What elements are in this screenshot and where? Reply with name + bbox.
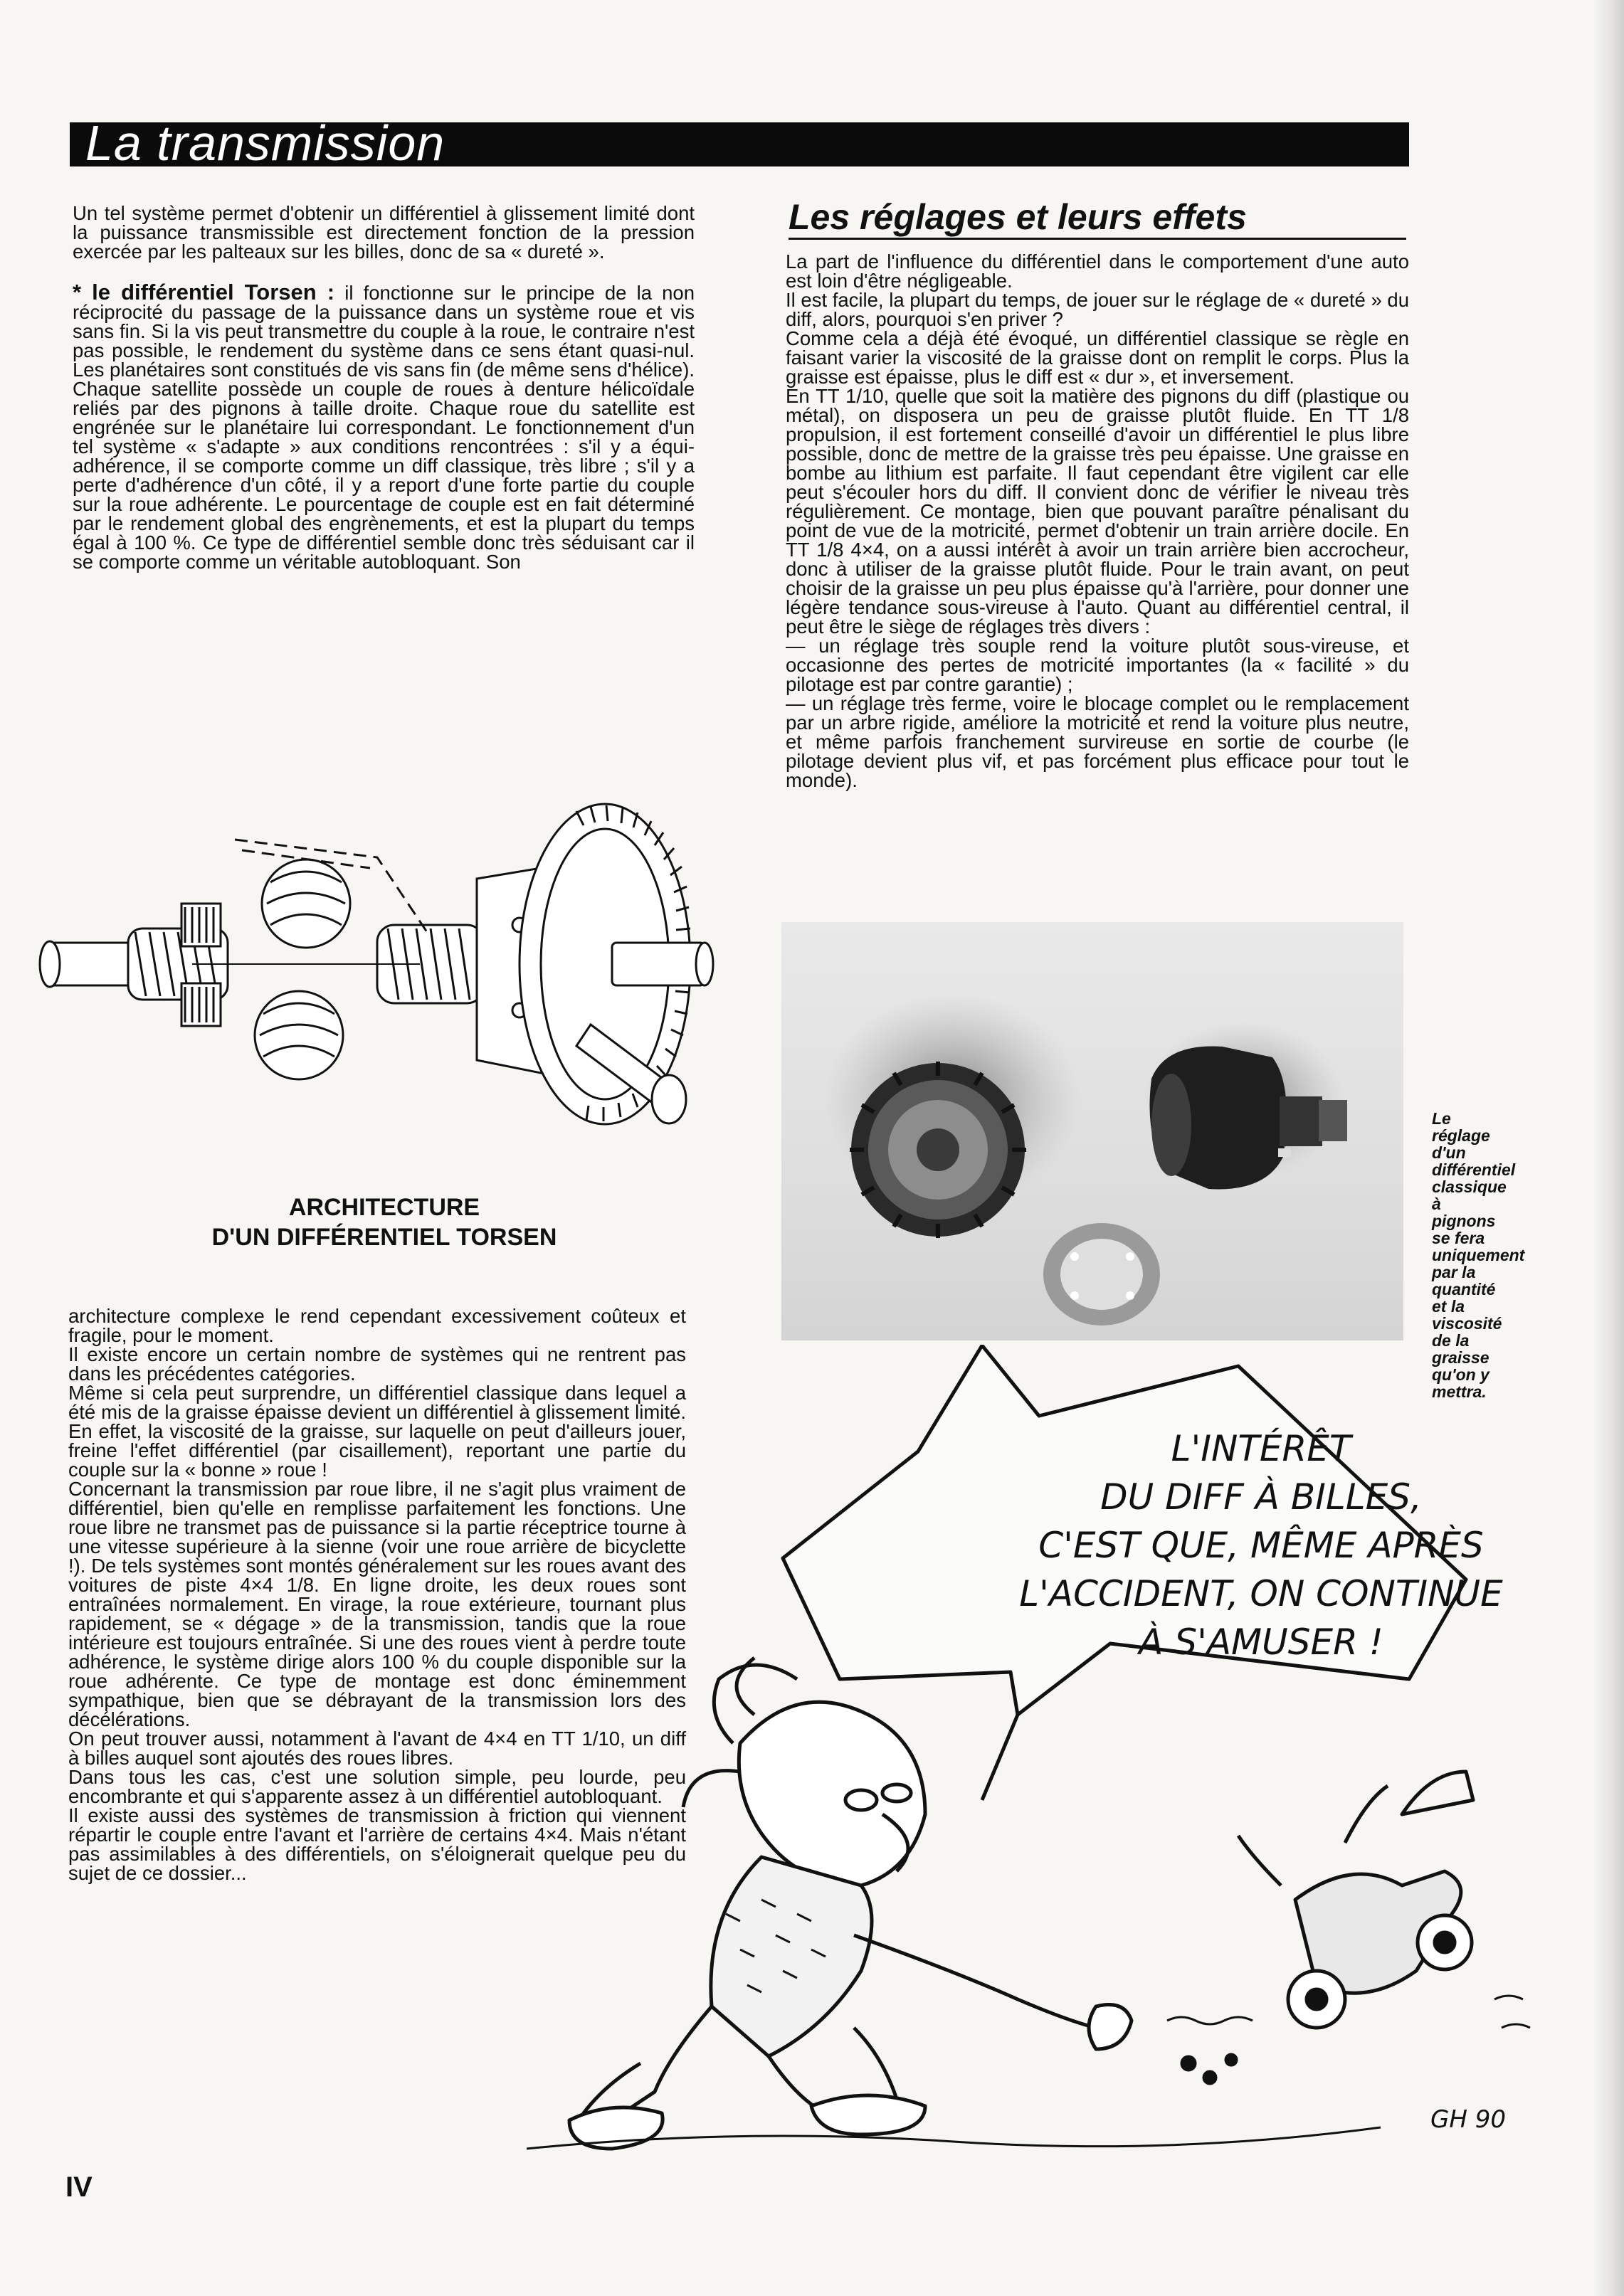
body-paragraph: La part de l'influence du différentiel dans le comportement d'une auto est loin d'être négligeable. [786,250,1409,292]
balloon-line: L'ACCIDENT, ON CONTINUE [1019,1573,1503,1614]
caption-line: réglage [1432,1126,1490,1145]
balloon-line: DU DIFF À BILLES, [1100,1476,1422,1518]
balloon-line: L'INTÉRÊT [1171,1428,1351,1469]
diagram-caption-line2: D'UN DIFFÉRENTIEL TORSEN [211,1224,557,1251]
caption-line: qu'on y [1432,1365,1489,1384]
differential-photo [781,922,1403,1340]
header-banner [70,115,1409,171]
cartoon-signature: GH 90 [1430,2105,1506,2134]
body-paragraph: architecture complexe le rend cependant excessivement coûteux et fragile, pour le moment. [68,1305,686,1346]
left-column-top [73,203,695,571]
caption-line: uniquement [1432,1246,1525,1264]
caption-line: de la [1432,1331,1470,1350]
torsen-paragraph [73,282,695,571]
caption-line: se fera [1432,1229,1485,1247]
torsen-lead: * le différentiel Torsen : [73,280,335,305]
body-paragraph: Dans tous les cas, c'est une solution simple, peu lourde, peu encombrante et qui s'apparente assez à un différentiel autobloquant. [68,1766,686,1807]
balloon-line: C'EST QUE, MÊME APRÈS [1038,1525,1484,1566]
caption-line: graisse [1432,1348,1489,1367]
torsen-text: il fonctionne sur le principe de la non réciprocité du passage de la puissance dans un système roue et vis sans fin. Si la vis peut transmettre du couple à la roue, le contraire n'est pas possible, le rendement du système dans ce sens étant quasi-nul. Les planétaires sont constitués de vis sans fin (de même sens d'hélice). Chaque satellite possède un couple de roues à denture hélicoïdale reliés par des pignons à taille droite. Chaque roue du satellite est engrénée sur le planétaire lui correspondant. Le fonctionnement d'un tel système « s'adapte » aux conditions rencontrées : s'il y a équi-adhérence, il se comporte comme un diff classique, très libre ; s'il y a perte d'adhérence d'un côté, il y a report d'une forte partie du couple sur la roue adhérente. Le pourcentage de couple est en fait déterminé par le rendement global des engrènements, et est la plupart du temps égal à 100 %. Ce type de différentiel semble donc très séduisant car il se comporte comme un véritable autobloquant. Son [73,282,695,573]
caption-line: mettra. [1432,1382,1487,1401]
body-paragraph: On peut trouver aussi, notamment à l'avant de 4×4 en TT 1/10, un diff à billes auquel sont ajoutés des roues libres. [68,1728,686,1769]
speech-balloon-text [1019,1424,1503,1666]
caption-line: viscosité [1432,1314,1502,1333]
caption-line: d'un [1432,1143,1466,1162]
body-paragraph: — un réglage très ferme, voire le blocage complet ou le remplacement par un arbre rigide, améliore la motricité et rend la voiture plus neutre, et même parfois franchement survireuse en sortie de courbe (le pilotage devient plus vif, et pas forcément plus efficace pour tout le monde). [786,692,1409,791]
page-title: La transmission [85,115,445,171]
differential-parts-image [781,922,1403,1340]
caption-line: à [1432,1195,1441,1213]
caption-line: pignons [1432,1212,1496,1230]
caption-line: et la [1432,1297,1465,1316]
caption-line: Le [1432,1109,1451,1128]
body-paragraph: Il existe aussi des systèmes de transmission à friction qui viennent répartir le couple entre l'avant et l'arrière de certains 4×4. Mais n'étant pas assimilables à des différentiels, on s'éloignerait quelque peu du sujet de ce dossier... [68,1804,686,1884]
body-paragraph: — un réglage très souple rend la voiture plutôt sous-vireuse, et occasionne des pertes de motricité importantes (la « facilité » du pilotage est par contre garantie) ; [786,635,1409,695]
page-edge-shadow [1593,0,1624,2296]
section-heading [789,196,1406,240]
torsen-differential-diagram [21,790,719,1146]
caption-line: classique [1432,1178,1507,1196]
body-paragraph: En TT 1/10, quelle que soit la matière des pignons du diff (plastique ou métal), on disposera un peu de graisse plutôt fluide. En TT 1/8 propulsion, il est fortement conseillé d'avoir un différentiel le plus libre possible, donc de mettre de la graisse très peu épaisse. Une graisse en bombe au lithium est parfaite. Il faut cependant être vigilent car elle peut s'écouler hors du diff. Il convient donc de vérifier le niveau très régulièrement. Ce montage, bien que pouvant paraître pénalisant du point de vue de la motricité, permet d'obtenir un train arrière docile. En TT 1/8 4×4, on a aussi intérêt à avoir un train arrière bien accrocheur, donc à utiliser de la graisse plutôt fluide. Pour le train avant, on peut choisir de la graisse un peu plus épaisse qu'à l'arrière, pour donner une légère tendance sous-vireuse à l'auto. Quant au différentiel central, il peut être le siège de réglages très divers : [786,385,1409,638]
right-column [786,252,1409,790]
caption-line: par la [1432,1263,1476,1281]
body-paragraph: Il est facile, la plupart du temps, de jouer sur le réglage de « dureté » du diff, alors, pourquoi s'en priver ? [786,289,1409,330]
diagram-caption-line1: ARCHITECTURE [288,1194,480,1221]
body-paragraph: Comme cela a déjà été évoqué, un différentiel classique se règle en faisant varier la viscosité de la graisse dont on remplit le corps. Plus la graisse est épaisse, plus le diff est « dur », et inversement. [786,327,1409,388]
diagram-caption [114,1192,655,1252]
balloon-line: À S'AMUSER ! [1139,1622,1383,1663]
body-paragraph: Concernant la transmission par roue libre, il ne s'agit plus vraiment de différentiel, bien qu'elle en remplisse parfaitement les fonctions. Une roue libre ne transmet pas de puissance si la partie réceptrice tourne à une vitesse supérieure à la sienne (voir une roue arrière de bicyclette !). De tels systèmes sont montés généralement sur les roues avant des voitures de piste 4×4 1/8. En ligne droite, les deux roues sont entraînées normalement. En virage, la roue extérieure, tournant plus rapidement, se « dégage » de la transmission, tandis que la roue intérieure est toujours entraînée. Si une des roues vient à perdre toute adhérence, le système dirige alors 100 % du couple disponible sur la roue adhérente. Ce type de montage est donc éminemment sympathique, bien que se débrayant de la transmission lors des décélérations. [68,1478,686,1730]
section-title: Les réglages et leurs effets [789,197,1247,237]
body-paragraph: Même si cela peut surprendre, un différentiel classique dans lequel a été mis de la graisse épaisse devient un différentiel à glissement limité. En effet, la viscosité de la graisse, sur laquelle on peut d'ailleurs jouer, freine l'effet différentiel (par cisaillement), reportant une partie du couple sur la « bonne » roue ! [68,1382,686,1481]
caption-line: quantité [1432,1280,1496,1298]
page-number: IV [65,2171,93,2203]
caption-line: différentiel [1432,1160,1516,1179]
body-paragraph: Il existe encore un certain nombre de systèmes qui ne rentrent pas dans les précédentes catégories. [68,1343,686,1385]
intro-paragraph: Un tel système permet d'obtenir un différentiel à glissement limité dont la puissance transmissible est directement fonction de la pression exercée par les palteaux sur les billes, donc de sa « dureté ». [73,202,695,263]
